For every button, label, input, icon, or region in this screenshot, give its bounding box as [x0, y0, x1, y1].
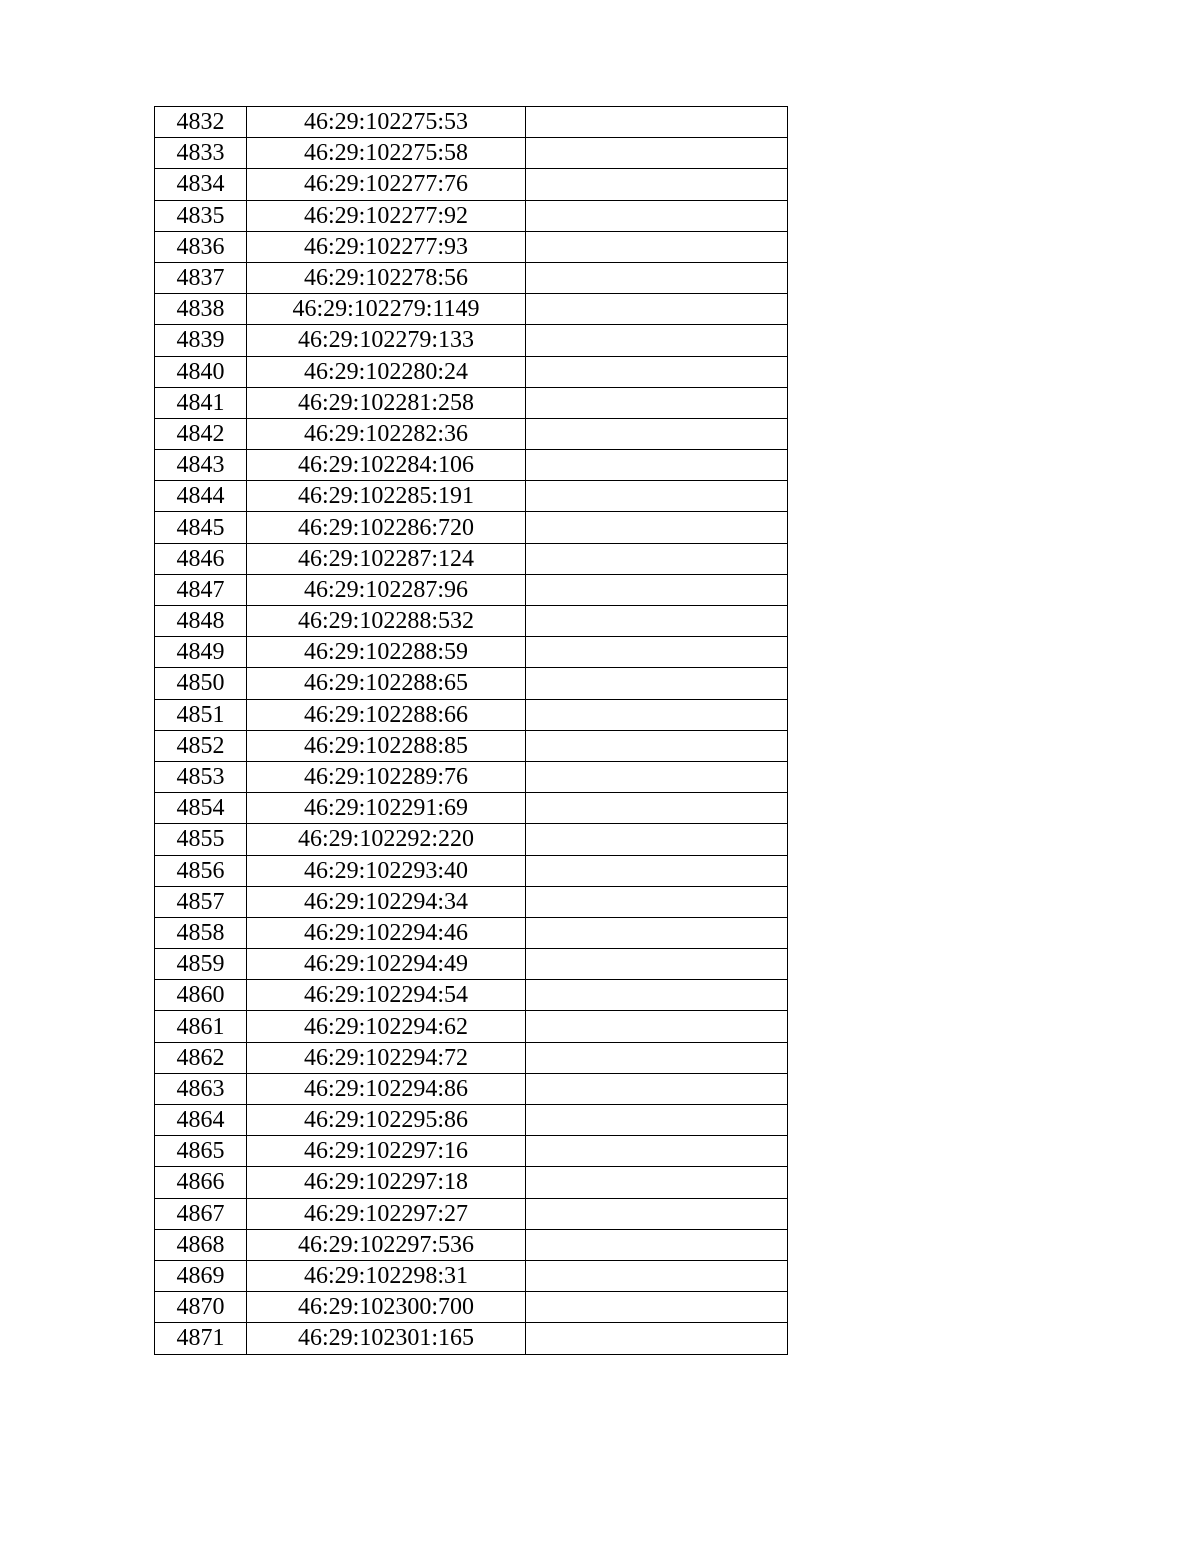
cadastral-number-cell: 46:29:102301:165: [247, 1323, 526, 1354]
table-row: [155, 325, 788, 356]
table-row: [155, 606, 788, 637]
note-cell: [526, 200, 788, 231]
cadastral-number-cell: 46:29:102297:18: [247, 1167, 526, 1198]
row-number-cell: 4858: [155, 917, 247, 948]
note-cell: [526, 418, 788, 449]
note-cell: [526, 1198, 788, 1229]
table-row: [155, 1198, 788, 1229]
cadastral-number-cell: 46:29:102288:66: [247, 699, 526, 730]
note-cell: [526, 481, 788, 512]
table-row: [155, 450, 788, 481]
cadastral-number-cell: 46:29:102294:54: [247, 980, 526, 1011]
row-number-cell: 4867: [155, 1198, 247, 1229]
cadastral-number-cell: 46:29:102275:53: [247, 107, 526, 138]
table-row: [155, 294, 788, 325]
cadastral-number-cell: 46:29:102291:69: [247, 793, 526, 824]
cadastral-number-cell: 46:29:102297:536: [247, 1229, 526, 1260]
row-number-cell: 4832: [155, 107, 247, 138]
table-row: [155, 699, 788, 730]
row-number-cell: 4845: [155, 512, 247, 543]
note-cell: [526, 262, 788, 293]
table-row: [155, 512, 788, 543]
row-number-cell: 4836: [155, 231, 247, 262]
row-number-cell: 4835: [155, 200, 247, 231]
note-cell: [526, 886, 788, 917]
table-row: [155, 1292, 788, 1323]
note-cell: [526, 450, 788, 481]
note-cell: [526, 512, 788, 543]
row-number-cell: 4849: [155, 637, 247, 668]
note-cell: [526, 1136, 788, 1167]
table-row: [155, 262, 788, 293]
table-row: [155, 668, 788, 699]
cadastral-number-cell: 46:29:102300:700: [247, 1292, 526, 1323]
row-number-cell: 4871: [155, 1323, 247, 1354]
note-cell: [526, 949, 788, 980]
note-cell: [526, 138, 788, 169]
table-row: [155, 574, 788, 605]
row-number-cell: 4843: [155, 450, 247, 481]
row-number-cell: 4868: [155, 1229, 247, 1260]
note-cell: [526, 231, 788, 262]
table-row: [155, 1167, 788, 1198]
table-row: [155, 200, 788, 231]
cadastral-number-cell: 46:29:102288:59: [247, 637, 526, 668]
note-cell: [526, 824, 788, 855]
note-cell: [526, 730, 788, 761]
cadastral-number-cell: 46:29:102294:34: [247, 886, 526, 917]
cadastral-number-cell: 46:29:102287:124: [247, 543, 526, 574]
cadastral-number-cell: 46:29:102287:96: [247, 574, 526, 605]
row-number-cell: 4848: [155, 606, 247, 637]
table-row: [155, 169, 788, 200]
note-cell: [526, 294, 788, 325]
table-row: [155, 730, 788, 761]
table-row: [155, 855, 788, 886]
cadastral-number-cell: 46:29:102281:258: [247, 387, 526, 418]
row-number-cell: 4865: [155, 1136, 247, 1167]
table-row: [155, 387, 788, 418]
cadastral-number-cell: 46:29:102277:93: [247, 231, 526, 262]
table-row: [155, 543, 788, 574]
row-number-cell: 4863: [155, 1073, 247, 1104]
row-number-cell: 4857: [155, 886, 247, 917]
cadastral-number-cell: 46:29:102288:65: [247, 668, 526, 699]
cadastral-number-cell: 46:29:102277:92: [247, 200, 526, 231]
row-number-cell: 4864: [155, 1105, 247, 1136]
row-number-cell: 4852: [155, 730, 247, 761]
cadastral-number-cell: 46:29:102294:86: [247, 1073, 526, 1104]
cadastral-number-cell: 46:29:102278:56: [247, 262, 526, 293]
table-row: [155, 231, 788, 262]
note-cell: [526, 107, 788, 138]
table-row: [155, 824, 788, 855]
note-cell: [526, 699, 788, 730]
table-row: [155, 1323, 788, 1354]
row-number-cell: 4850: [155, 668, 247, 699]
row-number-cell: 4837: [155, 262, 247, 293]
cadastral-number-cell: 46:29:102275:58: [247, 138, 526, 169]
cadastral-number-cell: 46:29:102279:133: [247, 325, 526, 356]
row-number-cell: 4847: [155, 574, 247, 605]
table-row: [155, 917, 788, 948]
row-number-cell: 4854: [155, 793, 247, 824]
cadastral-number-cell: 46:29:102288:532: [247, 606, 526, 637]
table-row: [155, 637, 788, 668]
note-cell: [526, 1167, 788, 1198]
note-cell: [526, 917, 788, 948]
note-cell: [526, 855, 788, 886]
row-number-cell: 4851: [155, 699, 247, 730]
row-number-cell: 4862: [155, 1042, 247, 1073]
cadastral-number-cell: 46:29:102298:31: [247, 1260, 526, 1291]
table-row: [155, 793, 788, 824]
note-cell: [526, 169, 788, 200]
table-row: [155, 1105, 788, 1136]
note-cell: [526, 387, 788, 418]
table-row: [155, 886, 788, 917]
row-number-cell: 4840: [155, 356, 247, 387]
table-row: [155, 1260, 788, 1291]
table-row: [155, 1011, 788, 1042]
row-number-cell: 4842: [155, 418, 247, 449]
records-table: [154, 106, 788, 1355]
row-number-cell: 4838: [155, 294, 247, 325]
note-cell: [526, 1323, 788, 1354]
row-number-cell: 4861: [155, 1011, 247, 1042]
row-number-cell: 4856: [155, 855, 247, 886]
table-row: [155, 761, 788, 792]
note-cell: [526, 1292, 788, 1323]
cadastral-number-cell: 46:29:102294:46: [247, 917, 526, 948]
cadastral-number-cell: 46:29:102279:1149: [247, 294, 526, 325]
row-number-cell: 4859: [155, 949, 247, 980]
row-number-cell: 4834: [155, 169, 247, 200]
cadastral-number-cell: 46:29:102280:24: [247, 356, 526, 387]
row-number-cell: 4870: [155, 1292, 247, 1323]
note-cell: [526, 606, 788, 637]
note-cell: [526, 543, 788, 574]
cadastral-number-cell: 46:29:102294:62: [247, 1011, 526, 1042]
cadastral-number-cell: 46:29:102282:36: [247, 418, 526, 449]
note-cell: [526, 1011, 788, 1042]
table-row: [155, 481, 788, 512]
note-cell: [526, 668, 788, 699]
cadastral-number-cell: 46:29:102295:86: [247, 1105, 526, 1136]
note-cell: [526, 1229, 788, 1260]
row-number-cell: 4869: [155, 1260, 247, 1291]
row-number-cell: 4853: [155, 761, 247, 792]
note-cell: [526, 637, 788, 668]
cadastral-number-cell: 46:29:102294:72: [247, 1042, 526, 1073]
cadastral-number-cell: 46:29:102292:220: [247, 824, 526, 855]
cadastral-number-cell: 46:29:102297:27: [247, 1198, 526, 1229]
table-row: [155, 980, 788, 1011]
note-cell: [526, 325, 788, 356]
cadastral-number-cell: 46:29:102293:40: [247, 855, 526, 886]
records-table-body: [155, 107, 788, 1355]
note-cell: [526, 1260, 788, 1291]
row-number-cell: 4844: [155, 481, 247, 512]
table-row: [155, 1073, 788, 1104]
row-number-cell: 4833: [155, 138, 247, 169]
table-row: [155, 138, 788, 169]
table-row: [155, 356, 788, 387]
row-number-cell: 4860: [155, 980, 247, 1011]
note-cell: [526, 356, 788, 387]
cadastral-number-cell: 46:29:102289:76: [247, 761, 526, 792]
note-cell: [526, 1105, 788, 1136]
cadastral-number-cell: 46:29:102288:85: [247, 730, 526, 761]
table-row: [155, 1229, 788, 1260]
row-number-cell: 4846: [155, 543, 247, 574]
cadastral-number-cell: 46:29:102297:16: [247, 1136, 526, 1167]
cadastral-number-cell: 46:29:102294:49: [247, 949, 526, 980]
note-cell: [526, 574, 788, 605]
row-number-cell: 4855: [155, 824, 247, 855]
table-row: [155, 1136, 788, 1167]
table-row: [155, 107, 788, 138]
cadastral-number-cell: 46:29:102286:720: [247, 512, 526, 543]
table-row: [155, 1042, 788, 1073]
row-number-cell: 4841: [155, 387, 247, 418]
table-row: [155, 418, 788, 449]
cadastral-number-cell: 46:29:102277:76: [247, 169, 526, 200]
row-number-cell: 4866: [155, 1167, 247, 1198]
cadastral-number-cell: 46:29:102284:106: [247, 450, 526, 481]
cadastral-number-cell: 46:29:102285:191: [247, 481, 526, 512]
note-cell: [526, 1073, 788, 1104]
note-cell: [526, 980, 788, 1011]
note-cell: [526, 793, 788, 824]
note-cell: [526, 761, 788, 792]
row-number-cell: 4839: [155, 325, 247, 356]
note-cell: [526, 1042, 788, 1073]
table-row: [155, 949, 788, 980]
